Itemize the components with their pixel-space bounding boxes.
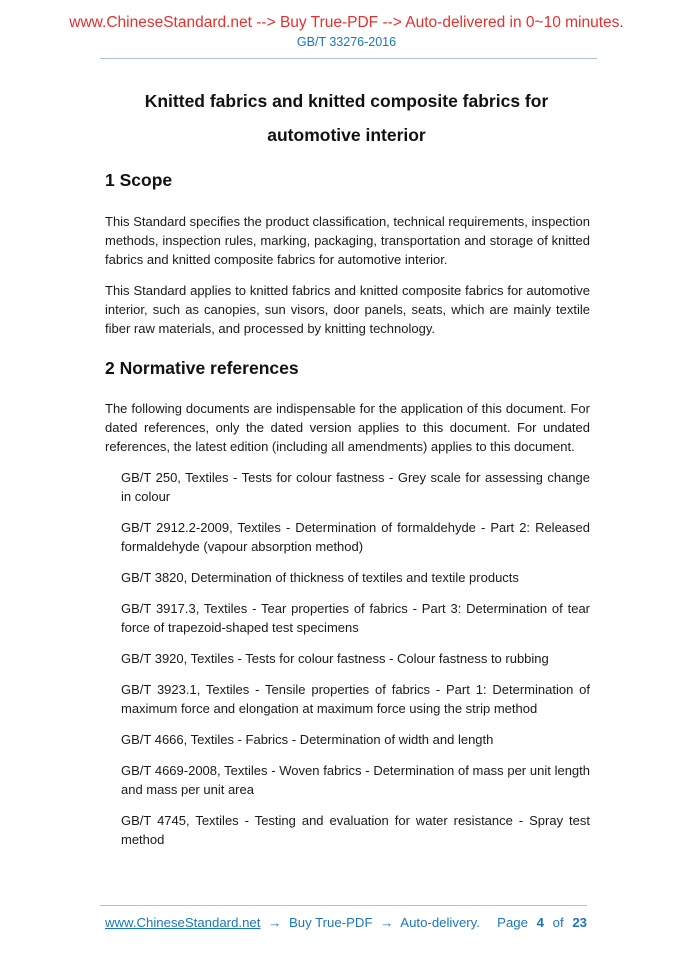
reference-item: GB/T 4669-2008, Textiles - Woven fabrics - Determination of mass per unit length and mass per unit area [121,763,590,797]
page-current: 4 [536,915,544,930]
reference-item: GB/T 3820, Determination of thickness of textiles and textile products [121,570,519,585]
header-divider [100,58,597,59]
reference-item: GB/T 3917.3, Textiles - Tear properties of fabrics - Part 3: Determination of tear force of trapezoid-shaped test specimens [121,601,590,635]
document-title-line1: Knitted fabrics and knitted composite fabrics for [144,91,549,111]
reference-item: GB/T 250, Textiles - Tests for colour fastness - Grey scale for assessing change in colour [121,470,590,504]
page-total: 23 [572,915,587,930]
footer-links [105,913,484,932]
section-heading-scope: 1 Scope [105,170,173,190]
footer-delivery-label: Auto-delivery. [400,915,480,930]
arrow-right-icon: → [268,915,282,930]
normative-intro-paragraph: The following documents are indispensable for the application of this document. For dated references, only the dated version applies to this document. For undated references, the latest edition (including all amendments) applies to this document. [105,401,590,454]
reference-list [105,468,590,849]
page-label: Page [497,915,528,930]
reference-item: GB/T 3920, Textiles - Tests for colour fastness - Colour fastness to rubbing [121,651,549,666]
footer-site-link[interactable]: www.ChineseStandard.net [105,915,261,930]
page-footer [100,905,587,932]
page-content [0,170,693,849]
footer-buy-label: Buy True-PDF [288,915,373,930]
of-label: of [552,915,564,930]
reference-item: GB/T 3923.1, Textiles - Tensile properties of fabrics - Part 1: Determination of maximum force and elongation at maximum force using the strip method [121,682,590,716]
arrow-right-icon: → [380,915,394,930]
scope-paragraph-2: This Standard applies to knitted fabrics and knitted composite fabrics for automotive interior, such as canopies, sun visors, door panels, seats, which are mainly textile fiber raw materials, and processed by knitting technology. [105,283,590,336]
footer-row [100,906,587,932]
reference-item: GB/T 2912.2-2009, Textiles - Determination of formaldehyde - Part 2: Released formaldehyde (vapour absorption method) [121,520,590,554]
page-indicator [492,913,587,932]
standard-code: GB/T 33276-2016 [296,35,397,49]
document-title [0,84,693,152]
reference-item: GB/T 4666, Textiles - Fabrics - Determination of width and length [121,732,494,747]
document-title-line2: automotive interior [267,125,426,145]
reference-item: GB/T 4745, Textiles - Testing and evaluation for water resistance - Spray test method [121,813,590,847]
header-promo-text: www.ChineseStandard.net --> Buy True-PDF --> Auto-delivered in 0~10 minutes. [69,14,624,31]
section-heading-normative-references: 2 Normative references [105,358,299,378]
scope-paragraph-1: This Standard specifies the product classification, technical requirements, inspection methods, inspection rules, marking, packaging, transportation and storage of knitted fabrics and knitted composite fabrics for automotive interior. [105,214,590,267]
